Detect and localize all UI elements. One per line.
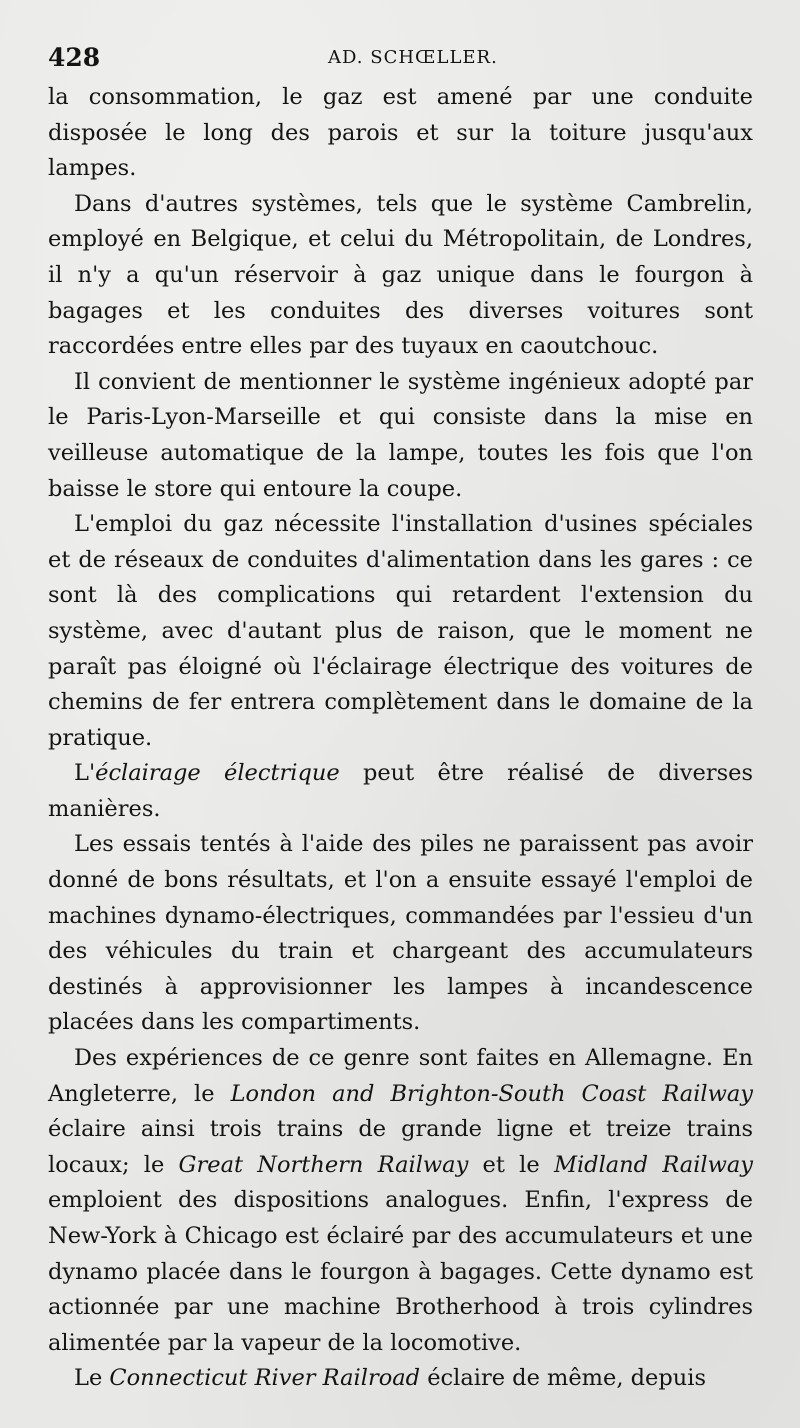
railway-name: London and Brighton-South Coast Railway <box>230 1080 753 1107</box>
text-run: Le <box>74 1365 110 1392</box>
railway-name: Connecticut River Railroad <box>109 1365 421 1392</box>
paragraph <box>48 1041 753 1361</box>
text-run: éclaire de même, depuis <box>420 1365 706 1392</box>
paragraph <box>48 187 753 365</box>
text-run: éclaire ainsi trois trains de grande ligne et treize trains locaux; le <box>48 1116 753 1178</box>
text-run: et le <box>468 1151 554 1178</box>
text-run: Il convient de mentionner le système ingénieux adopté par le Paris-Lyon-Marseille et qui consiste dans la mise en veilleuse automatique de la lampe, toutes les fois que l'on baisse le store qui entoure la coupe. <box>48 368 753 502</box>
text-run: L'emploi du gaz nécessite l'installation d'usines spéciales et de réseaux de conduites d'alimentation dans les gares : ce sont là des complications qui retardent l'extension du système, avec d'autant plus de raison, que le moment ne paraît pas éloigné où l'éclairage électrique des voitures de chemins de fer entrera complètement dans le domaine de la pratique. <box>48 511 753 751</box>
body-text <box>48 80 753 1397</box>
text-run: Dans d'autres systèmes, tels que le système Cambrelin, employé en Belgique, et celui du Métropolitain, de Londres, il n'y a qu'un réservoir à gaz unique dans le fourgon à bagages et les conduites des diverses voitures sont raccordées entre elles par des tuyaux en caoutchouc. <box>48 190 753 360</box>
paragraph <box>48 507 753 756</box>
text-run: emploient des dispositions analogues. Enfin, l'express de New-York à Chicago est éclairé par des accumulateurs et une dynamo placée dans le fourgon à bagages. Cette dynamo est actionnée par une machine Brotherhood à trois cylindres alimentée par la vapeur de la locomotive. <box>48 1187 753 1356</box>
railway-name: Midland Railway <box>553 1151 753 1178</box>
paragraph <box>48 756 753 827</box>
text-run: Les essais tentés à l'aide des piles ne paraissent pas avoir donné de bons résultats, et l'on a ensuite essayé l'emploi de machines dynamo-électriques, commandées par l'essieu d'un des véhicules du train et chargeant des accumulateurs destinés à approvisionner les lampes à incandescence placées dans les compartiments. <box>48 831 753 1036</box>
paragraph <box>48 80 753 187</box>
italic-term: éclairage électrique <box>95 760 340 787</box>
text-run: L' <box>74 760 96 787</box>
railway-name: Great Northern Railway <box>178 1151 469 1178</box>
paragraph <box>48 827 753 1041</box>
page-number: 428 <box>48 43 101 72</box>
running-head: AD. SCHŒLLER. <box>328 47 498 68</box>
text-run: la consommation, le gaz est amené par une conduite disposée le long des parois et sur la toiture jusqu'aux lampes. <box>48 84 753 182</box>
page-header <box>48 38 752 78</box>
paragraph <box>48 1361 753 1397</box>
paragraph <box>48 365 753 507</box>
text-run: peut être réalisé de diverses manières. <box>48 760 753 822</box>
text-run: Des expériences de ce genre sont faites en Allemagne. En Angleterre, le <box>48 1045 753 1107</box>
